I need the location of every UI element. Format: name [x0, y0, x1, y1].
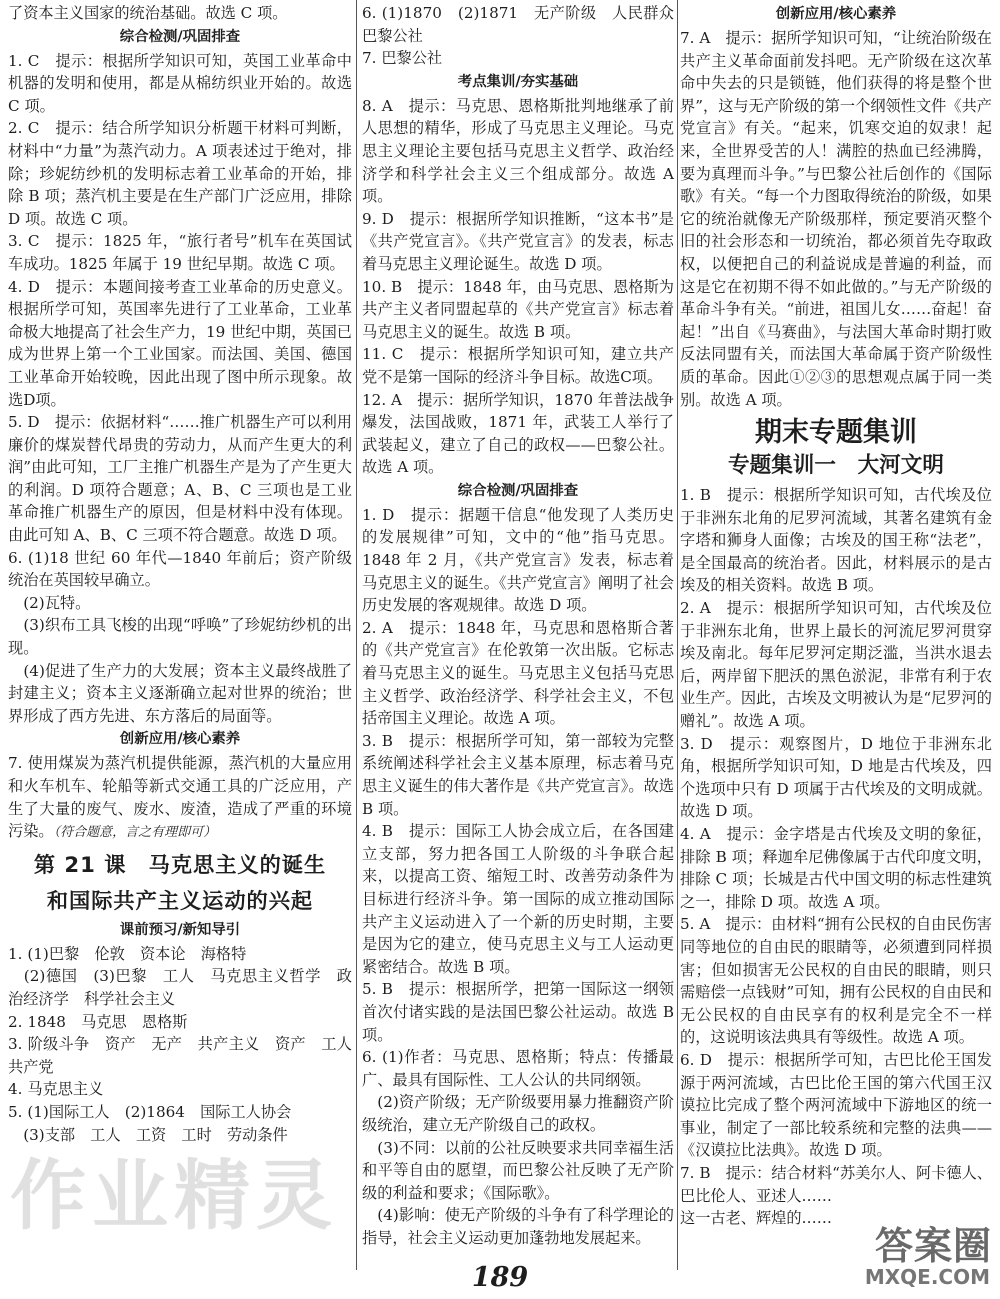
watermark-text: 作业精灵: [10, 1151, 338, 1240]
section-heading: [8, 919, 352, 942]
answer-text: 7. 使用煤炭为蒸汽机提供能源，蒸汽机的大量应用和火车机车、轮船等新式交通工具的广泛应用，产生了大量的废气、废水、废渣，造成了严重的环境污染。: [8, 754, 352, 841]
answer-item: [8, 660, 352, 728]
answer-item: [680, 1049, 992, 1162]
answer-item: [362, 1137, 674, 1205]
answer-text: 5. B 提示：根据所学，把第一国际这一纲领首次付诸实践的是法国巴黎公社运动。故选 B 项。: [362, 980, 674, 1044]
answer-text: 9. D 提示：根据所学知识推断，“这本书”是《共产党宣言》。《共产党宣言》的发表，标志着马克思主义理论诞生。故选 D 项。: [362, 209, 674, 273]
answer-text: 第 21 课 马克思主义的诞生: [33, 851, 327, 877]
answer-text: 1. B 提示：根据所学知识可知，古代埃及位于非洲东北角的尼罗河流域，其著名建筑有金字塔和狮身人面像；古埃及的国王称“法老”，是全国最高的统治者。因此，材料展示的是古埃及的相关资料。故选 B 项。: [680, 486, 992, 595]
answer-item: [8, 614, 352, 659]
answer-text: 3. 阶级斗争 资产 无产 共产主义 资产 工人 共产党: [8, 1035, 368, 1076]
answer-text: 6. (1)1870 (2)1871 无产阶级 人民群众 巴黎公社: [362, 4, 690, 45]
answer-item: [680, 733, 992, 823]
site-url: MXQE.COM: [864, 1265, 990, 1289]
answer-text: (4)影响：使无产阶级的斗争有了科学理论的指导，社会主义运动更加蓬勃地发展起来。: [362, 1206, 674, 1247]
answer-item: [8, 117, 352, 230]
answer-item: [8, 230, 352, 275]
answer-text: 4. A 提示：金字塔是古代埃及文明的象征，排除 B 项；释迦牟尼佛像属于古代印度文明，排除 C 项；长城是古代中国文明的标志性建筑之一，排除 D 项。故选 A 项。: [680, 825, 992, 911]
answer-text: 4. 马克思主义: [8, 1080, 104, 1099]
answer-note: （符合题意，言之有理即可）: [53, 825, 217, 841]
answer-item: [362, 504, 674, 617]
answer-text: 2. A 提示：1848 年，马克思和恩格斯合著的《共产党宣言》在伦敦第一次出版。它标志着马克思主义的诞生。马克思主义包括马克思主义哲学、政治经济学、科学社会主义，不包括帝国主义理论。故选 A 项。: [362, 618, 674, 728]
answer-item: [8, 2, 352, 25]
answer-item: [8, 1078, 352, 1101]
answer-text: 4. B 提示：国际工人协会成立后，在各国建立支部，努力把各国工人阶级的斗争联合起来，以提高工资、缩短工时、改善劳动条件为目标进行经济斗争。第一国际的成立推动国际共产主义运动进入了一个新的历史时期，主要是因为它的建立，使马克思主义与工人运动更紧密结合。故选 B 项。: [362, 822, 674, 976]
answer-text: 6. (1)18 世纪 60 年代—1840 年前后；资产阶级统治在英国较早确立。: [8, 548, 352, 590]
answer-text: 综合检测/巩固排查: [119, 28, 241, 45]
answer-text: (3)织布工具飞梭的出现“呼唤”了珍妮纺纱机的出现。: [8, 616, 352, 658]
answer-item: [680, 1162, 992, 1207]
answer-text: 4. D 提示：本题间接考查工业革命的历史意义。根据所学可知，英国率先进行了工业革命，工业革命极大地提高了社会生产力，19 世纪中期，英国已成为世界上第一个工业国家。而法国、美国、德国工业革命开始较晚，因此出现了图中所示现象。故选D项。: [8, 277, 352, 409]
answer-item: [680, 597, 992, 733]
section-heading: [8, 26, 352, 49]
answer-text: 1. C 提示：根据所学知识可知，英国工业革命中机器的发明和使用，都是从棉纺织业开始的。故选 C 项。: [8, 51, 352, 115]
lesson-title: [8, 849, 352, 881]
answer-text: (2)资产阶级；无产阶级要用暴力推翻资产阶级统治，建立无产阶级自己的政权。: [362, 1093, 674, 1134]
section-heading: [362, 71, 674, 94]
answer-item: [8, 752, 352, 844]
answer-text: (2)德国 (3)巴黎 工人 马克思主义哲学 政治经济学 科学社会主义: [8, 967, 352, 1008]
answer-text: 综合检测/巩固排查: [457, 482, 579, 499]
answer-text: 7. 巴黎公社: [362, 49, 443, 68]
answer-text: 考点集训/夯实基础: [457, 73, 579, 90]
answer-text: 8. A 提示：马克思、恩格斯批判地继承了前人思想的精华，形成了马克思主义理论。马克思主义理论主要包括马克思主义哲学、政治经济学和科学社会主义三个组成部分。故选 A 项。: [362, 96, 674, 206]
answer-item: [680, 913, 992, 1049]
answer-item: [8, 1033, 368, 1078]
middle-column: [362, 2, 690, 1249]
answer-text: 1. (1)巴黎 伦敦 资本论 海格特: [8, 944, 247, 963]
answer-text: 创新应用/核心素养: [119, 731, 241, 748]
answer-text: 了资本主义国家的统治基础。故选 C 项。: [8, 4, 288, 22]
answer-text: 5. D 提示：依据材料“……推广机器生产可以利用廉价的煤炭替代昂贵的劳动力，从而产生更大的利润”由此可知，工厂主推广机器生产是为了产生更大的利润。D 项符合题意；A、B、C 三项也是工业革命推广机器生产的原因，但是材料中没有体现。由此可知 A、B、C 三项不符合题意。故选 D 项。: [8, 413, 352, 545]
answer-item: [8, 592, 352, 615]
answer-item: [680, 484, 992, 597]
unit-title: [680, 415, 992, 451]
answer-text: (3)不同：以前的公社反映要求共同幸福生活和平等自由的愿望，而巴黎公社反映了无产阶级的利益和要求；《国际歌》。: [362, 1138, 674, 1202]
answer-item: [362, 389, 674, 479]
answer-text: 5. (1)国际工人 (2)1864 国际工人协会: [8, 1102, 292, 1121]
answer-text: 3. C 提示：1825 年，“旅行者号”机车在英国试车成功。1825 年属于 19 世纪早期。故选 C 项。: [8, 232, 352, 273]
answer-item: [362, 2, 690, 47]
answer-text: 6. (1)作者：马克思、恩格斯；特点：传播最广、最具有国际性、工人公认的共同纲领。: [362, 1048, 674, 1089]
answer-text: 5. A 提示：由材料“拥有公民权的自由民伤害同等地位的自由民的眼睛等，必须遭到同样损害；但如损害无公民权的自由民的眼睛，则只需赔偿一点钱财”可知，拥有公民权的自由民和无公民权的自由民享有的权利是完全不一样的，这说明该法典具有等级性。故选 A 项。: [680, 915, 992, 1047]
answer-text: 这一古老、辉煌的……: [680, 1209, 832, 1228]
answer-text: 2. A 提示：根据所学知识可知，古代埃及位于非洲东北角，世界上最长的河流尼罗河贯穿埃及南北。每年尼罗河定期泛滥，当洪水退去后，两岸留下肥沃的黑色淤泥，非常有利于农业生产。因此，古埃及文明被认为是“尼罗河的赠礼”。故选 A 项。: [680, 599, 992, 731]
section-heading: [680, 3, 992, 26]
answer-item: [362, 343, 674, 388]
answer-text: 6. D 提示：根据所学可知，古巴比伦王国发源于两河流域，古巴比伦王国的第六代国王汉谟拉比完成了整个两河流域中下游地区的统一事业，制定了一部比较系统和完整的法典——《汉谟拉比法典》。故选 D 项。: [680, 1050, 992, 1160]
answer-item: [362, 1091, 674, 1136]
column-divider-2: [677, 0, 678, 1270]
answer-item: [680, 823, 992, 913]
answer-text: 期末专题集训: [755, 417, 917, 449]
answer-text: (3)支部 工人 工资 工时 劳动条件: [8, 1125, 288, 1144]
answer-text: 创新应用/核心素养: [775, 6, 897, 22]
answer-item: [362, 978, 674, 1046]
answer-item: [8, 965, 352, 1010]
answer-item: [8, 50, 352, 118]
answer-item: [8, 547, 352, 592]
answer-text: 和国际共产主义运动的兴起: [46, 887, 314, 913]
section-heading: [8, 728, 352, 751]
answer-item: [8, 1011, 352, 1034]
topic-title: [680, 451, 992, 481]
left-column: [8, 2, 368, 1146]
answer-item: [8, 943, 352, 966]
answer-item: [362, 95, 674, 208]
right-column: [680, 2, 992, 1230]
brand-logo: 答案圈: [874, 1224, 992, 1268]
answer-text: 3. D 提示：观察图片，D 地位于非洲东北角，根据所学知识可知，D 地是古代埃及，四个选项中只有 D 项属于古代埃及的文明成就。故选 D 项。: [680, 734, 992, 821]
lesson-title: [8, 885, 352, 917]
answer-text: (4)促进了生产力的大发展；资本主义最终战胜了封建主义；资本主义逐渐确立起对世界的统治；世界形成了西方先进、东方落后的局面等。: [8, 661, 352, 725]
answer-text: 3. B 提示：根据所学可知，第一部较为完整系统阐述科学社会主义基本原理，标志着马克思主义诞生的伟大著作是《共产党宣言》。故选 B 项。: [362, 731, 674, 818]
answer-text: 7. A 提示：据所学知识可知，“让统治阶级在共产主义革命面前发抖吧。无产阶级在这次革命中失去的只是锁链，他们获得的将是整个世界”，这与无产阶级的第一个纲领性文件《共产党宣言》有关。“起来，饥寒交迫的奴隶！起来，全世界受苦的人！满腔的热血已经沸腾，要为真理而斗争。”与巴黎公社后创作的《国际歌》有关。“每一个力图取得统治的阶级，如果它的统治就像无产阶级那样，预定要消灭整个旧的社会形态和一切统治，都必须首先夺取政权，以便把自己的利益说成是普遍的利益，而这是它在初期不得不如此做的。”与无产阶级的革命斗争有关。“前进，祖国儿女……奋起！奋起！”出自《马赛曲》，与法国大革命时期打败反法同盟有关，而法国大革命属于资产阶级性质的革命。因此①②③的思想观点属于同一类别。故选 A 项。: [680, 29, 992, 409]
answer-item: [8, 411, 352, 547]
answer-item: [362, 1204, 674, 1249]
answer-text: 2. C 提示：结合所学知识分析题干材料可判断，材料中“力量”为蒸汽动力。A 项表述过于绝对，排除；珍妮纺纱机的发明标志着工业革命的开始，排除 B 项；蒸汽机主要是在生产部门广泛应用，排除 D 项。故选 C 项。: [8, 119, 352, 228]
answer-item: [8, 1101, 352, 1124]
answer-item: [362, 1046, 674, 1091]
answer-text: (2)瓦特。: [8, 593, 91, 612]
page-number: 189: [471, 1262, 529, 1293]
answer-item: [8, 276, 352, 412]
column-divider-1: [356, 0, 357, 1270]
answer-item: [362, 47, 674, 70]
answer-item: [362, 276, 674, 344]
answer-text: 7. B 提示：结合材料“苏美尔人、阿卡德人、巴比伦人、亚述人……: [680, 1163, 992, 1205]
answer-item: [362, 208, 674, 276]
answer-text: 12. A 提示：据所学知识，1870 年普法战争爆发，法国战败，1871 年，武装工人举行了武装起义，建立了自己的政权——巴黎公社。故选 A 项。: [362, 390, 674, 477]
answer-text: 课前预习/新知导引: [119, 921, 241, 938]
answer-item: [362, 617, 674, 730]
answer-text: 专题集训一 大河文明: [728, 453, 944, 479]
answer-text: 11. C 提示：根据所学知识可知，建立共产党不是第一国际的经济斗争目标。故选C项。: [362, 345, 674, 386]
answer-text: 10. B 提示：1848 年，由马克思、恩格斯为共产主义者同盟起草的《共产党宣言》标志着马克思主义的诞生。故选 B 项。: [362, 277, 674, 341]
answer-item: [362, 730, 674, 820]
answer-item: [680, 27, 992, 411]
section-heading: [362, 480, 674, 503]
answer-text: 2. 1848 马克思 恩格斯: [8, 1012, 188, 1031]
answer-item: [362, 820, 674, 978]
answer-text: 1. D 提示：据题干信息“他发现了人类历史的发展规律”可知，文中的“他”指马克思。1848 年 2 月，《共产党宣言》发表，标志着马克思主义的诞生。《共产党宣言》阐明了社会历史发展的客观规律。故选 D 项。: [362, 505, 674, 615]
